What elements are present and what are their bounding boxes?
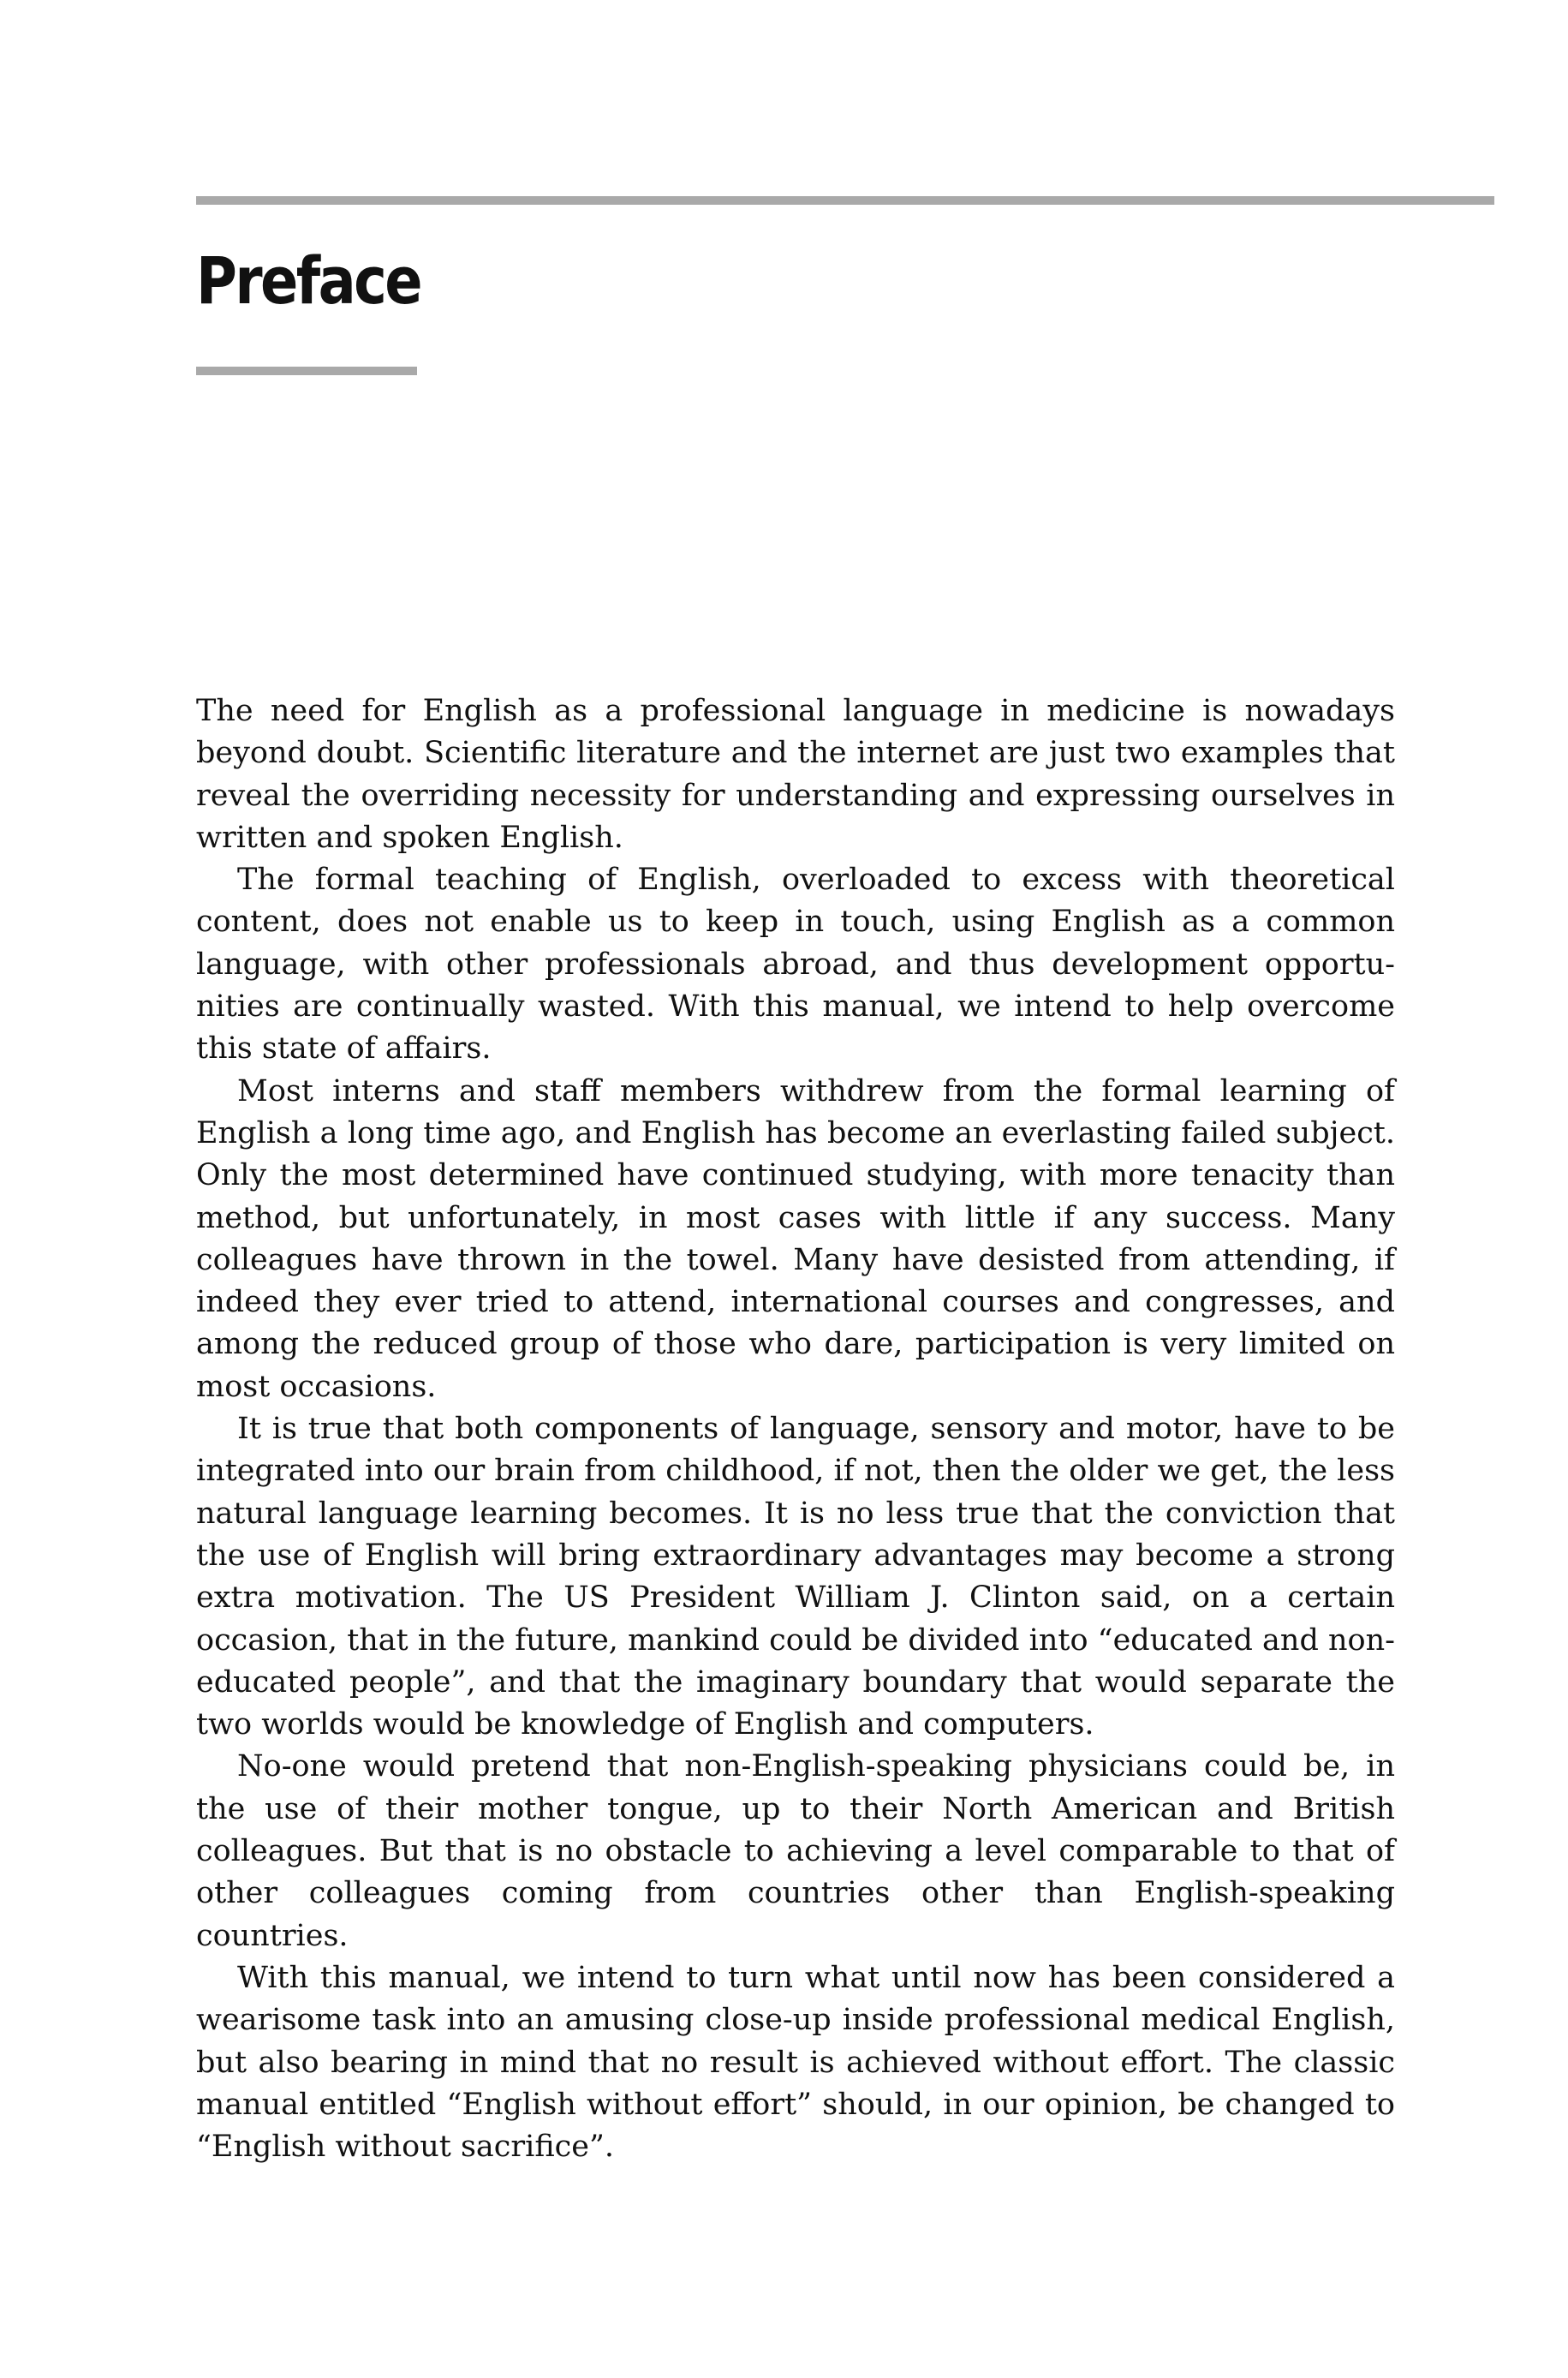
paragraph: The need for English as a professional language in medicine is nowadays beyond doubt. Scientific literature and the internet are just two examples that reveal the overriding necessity for understanding and expressing ourselves in written and spoken English. <box>196 694 1395 855</box>
title-underline <box>196 367 417 375</box>
paragraph: Most interns and staff members withdrew from the formal learning of English a long time ago, and English has become an everlasting failed subject. Only the most determined have continued studying, with more tenacity than method, but unfortunately, in most cases with little if any success. Many colleagues have thrown in the towel. Many have desisted from attending, if indeed they ever tried to attend, international courses and congresses, and among the reduced group of those who dare, participation is very limited on most occasions. <box>196 1073 1395 1404</box>
page-title: Preface <box>196 242 421 319</box>
paragraph: With this manual, we intend to turn what until now has been considered a wearisome task into an amusing close-up inside professional medical English, but also bearing in mind that no result is achieved without effort. The classic manual entitled “English without effort” should, in our opinion, be changed to “English without sacrifice”. <box>196 1960 1395 2165</box>
top-rule <box>196 196 1494 205</box>
body-text <box>196 690 1395 2168</box>
paragraph: No-one would pretend that non-English-speaking physicians could be, in the use of their mother tongue, up to their North American and British colleagues. But that is no obstacle to achieving a level comparable to that of other colleagues coming from countries other than English-speaking countries. <box>196 1749 1395 1953</box>
paragraph: It is true that both components of language, sensory and motor, have to be integrated into our brain from childhood, if not, then the older we get, the less natural language learning becomes. It is no less true that the conviction that the use of English will bring extraordinary advantages may become a strong extra motivation. The US President William J. Clinton said, on a certain occasion, that in the future, mankind could be divided into “educated and non-educated people”, and that the imaginary boundary that would separate the two worlds would be knowledge of English and computers. <box>196 1412 1395 1742</box>
paragraph: The formal teaching of English, overloaded to excess with theoretical content, does not enable us to keep in touch, using English as a common language, with other professionals abroad, and thus development opportunities are continually wasted. With this manual, we intend to help overcome this state of affairs. <box>196 863 1395 1067</box>
